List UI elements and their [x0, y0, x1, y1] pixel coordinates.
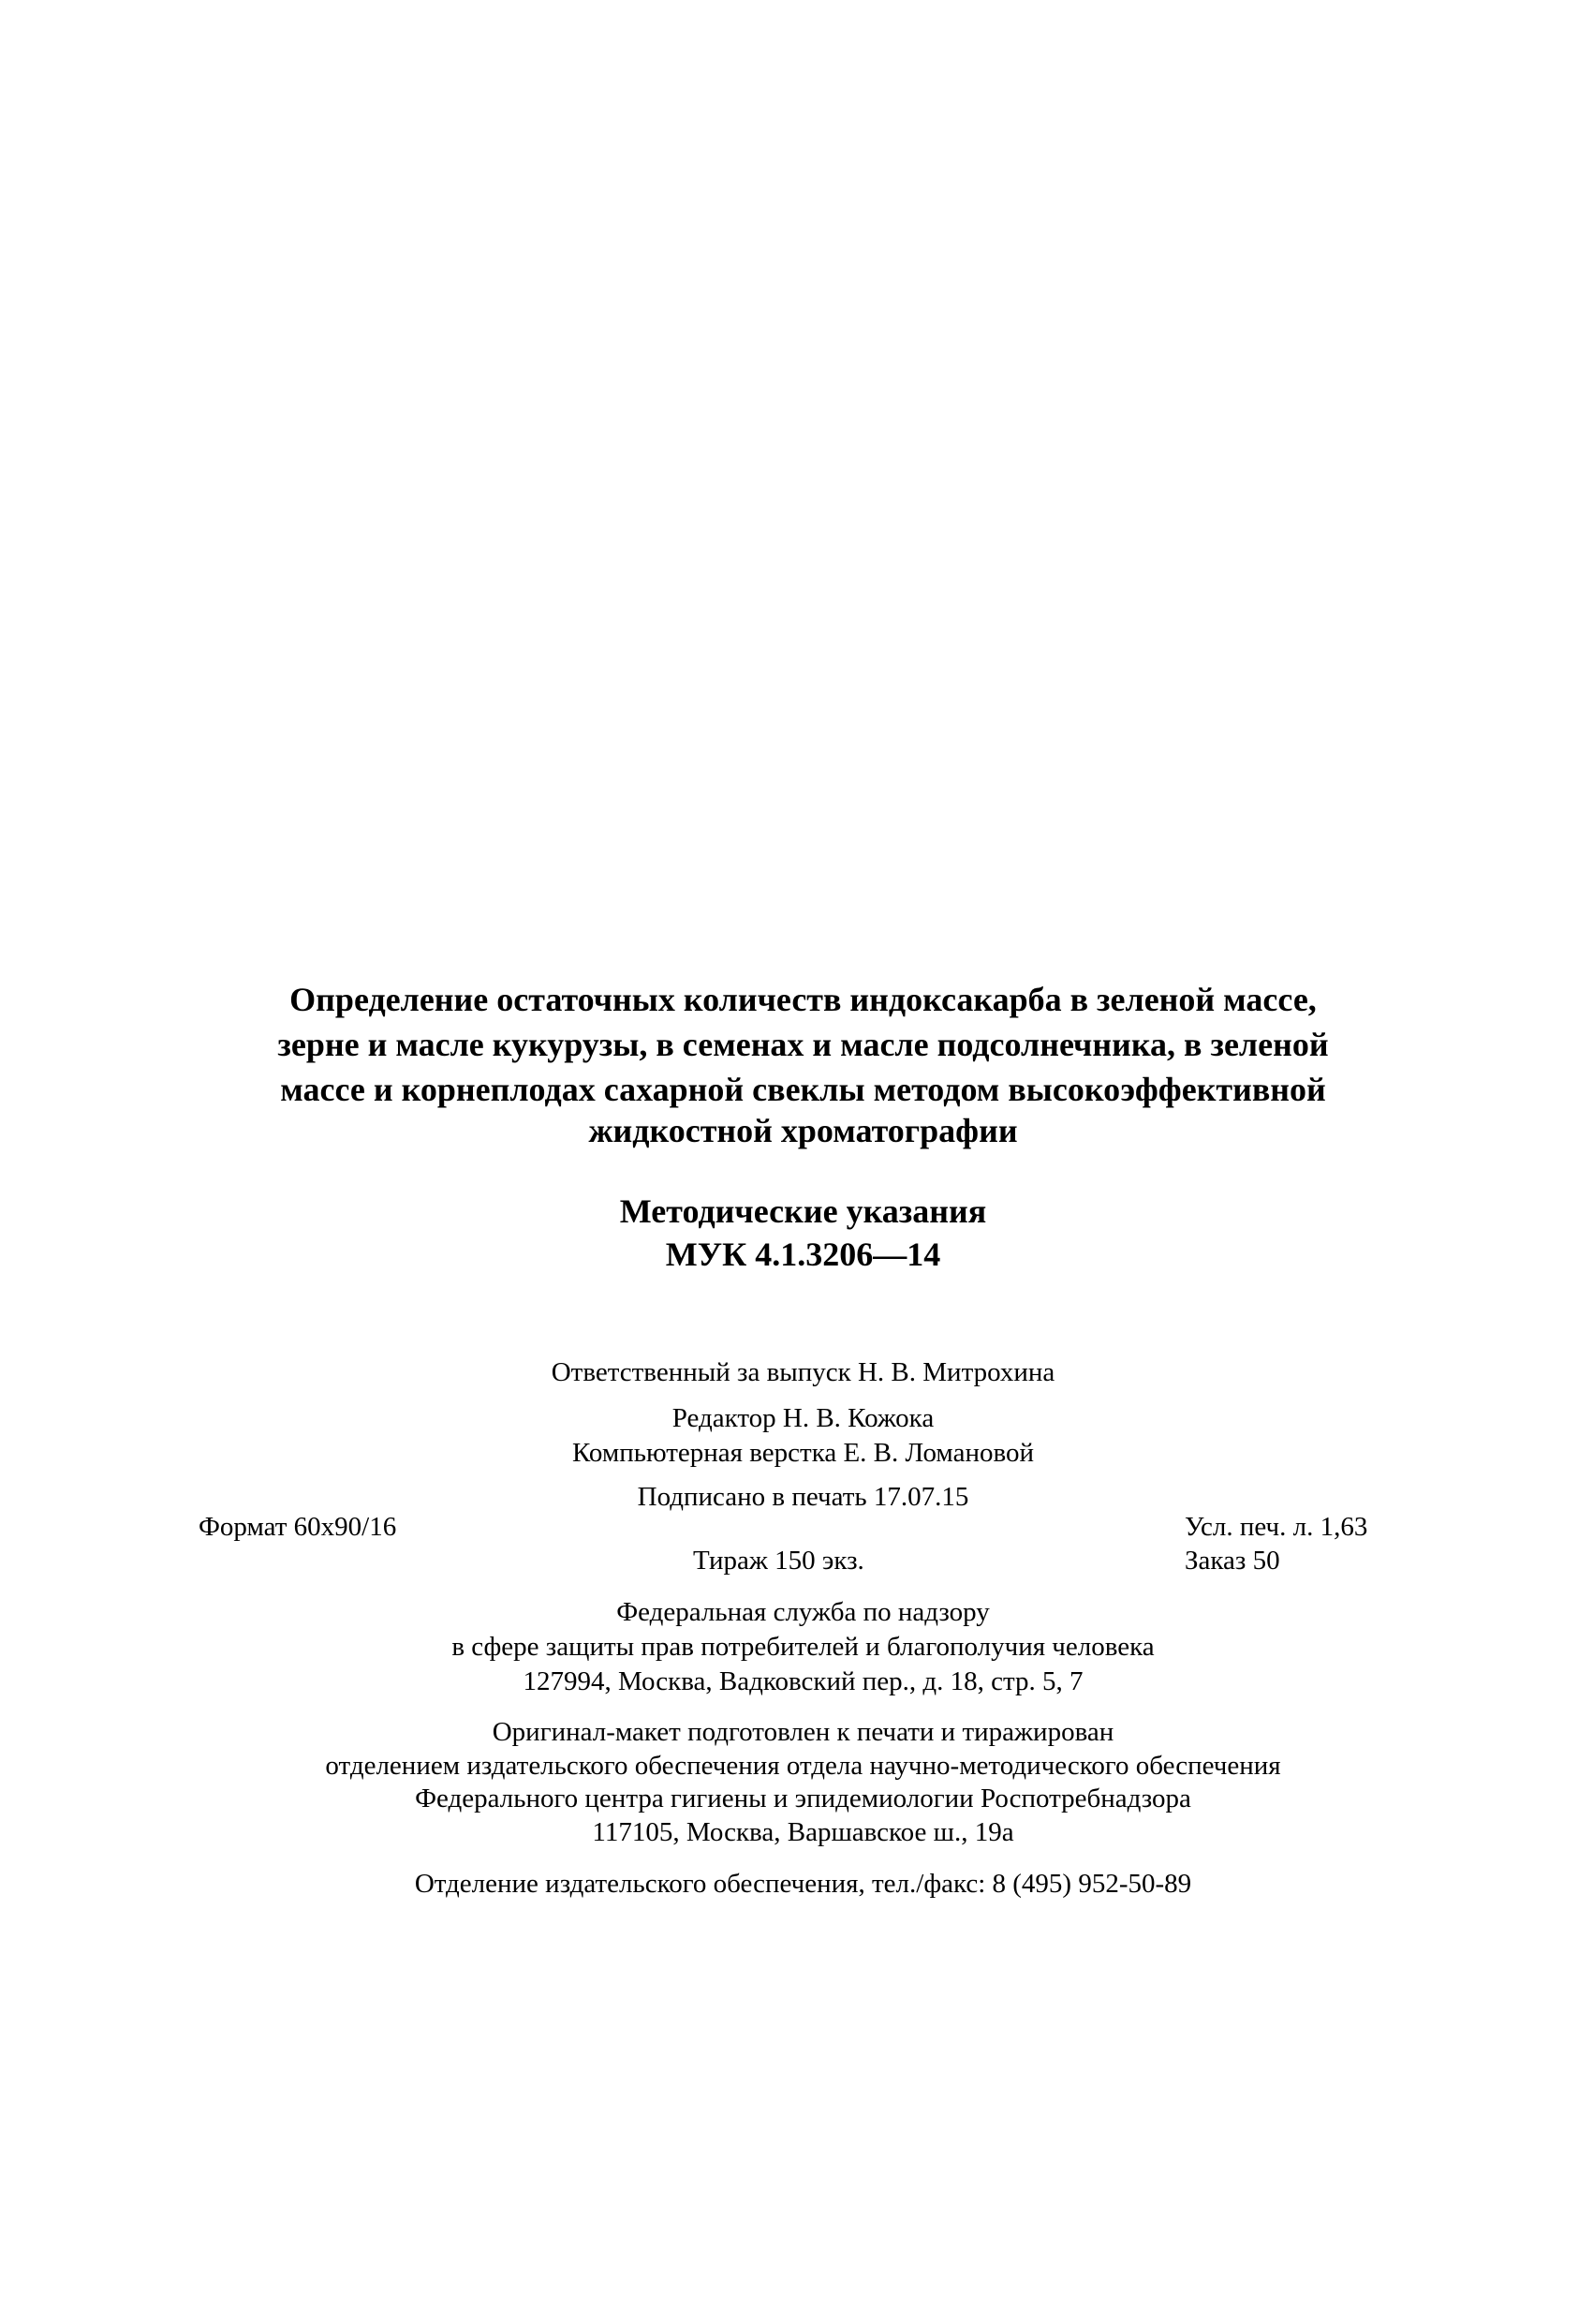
- layout-credit: Компьютерная верстка Е. В. Ломановой: [572, 1438, 1034, 1468]
- doc-type: Методические указания: [619, 1192, 987, 1230]
- editor: Редактор Н. В. Кожока: [671, 1403, 935, 1433]
- printer-address: 117105, Москва, Варшавское ш., 19а: [592, 1817, 1014, 1847]
- format: Формат 60x90/16: [199, 1512, 397, 1542]
- responsible-editor: Ответственный за выпуск Н. В. Митрохина: [551, 1357, 1055, 1387]
- publisher-address: 127994, Москва, Вадковский пер., д. 18, стр. 5, 7: [523, 1666, 1084, 1696]
- title-line-3: массе и корнеплодах сахарной свеклы методом высокоэффективной: [280, 1071, 1326, 1108]
- printer-line-3: Федерального центра гигиены и эпидемиологии Роспотребнадзора: [415, 1784, 1191, 1813]
- title-line-4: жидкостной хроматографии: [588, 1112, 1018, 1149]
- publisher-line-2: в сфере защиты прав потребителей и благополучия человека: [451, 1632, 1155, 1662]
- signed-date: Подписано в печать 17.07.15: [637, 1482, 969, 1512]
- title-line-2: зерне и масле кукурузы, в семенах и масле подсолнечника, в зеленой: [277, 1026, 1329, 1063]
- print-run: Тираж 150 экз.: [693, 1546, 864, 1576]
- title-line-1: Определение остаточных количеств индоксакарба в зеленой массе,: [289, 981, 1317, 1018]
- publisher-line-1: Федеральная служба по надзору: [616, 1597, 990, 1627]
- printer-line-1: Оригинал-макет подготовлен к печати и тиражирован: [492, 1717, 1114, 1747]
- printer-line-2: отделением издательского обеспечения отдела научно-методического обеспечения: [325, 1751, 1281, 1781]
- doc-code: МУК 4.1.3206—14: [665, 1236, 941, 1273]
- order-number: Заказ 50: [1185, 1546, 1280, 1576]
- print-sheets: Усл. печ. л. 1,63: [1185, 1512, 1368, 1542]
- contact-line: Отделение издательского обеспечения, тел./факс: 8 (495) 952-50-89: [414, 1869, 1192, 1899]
